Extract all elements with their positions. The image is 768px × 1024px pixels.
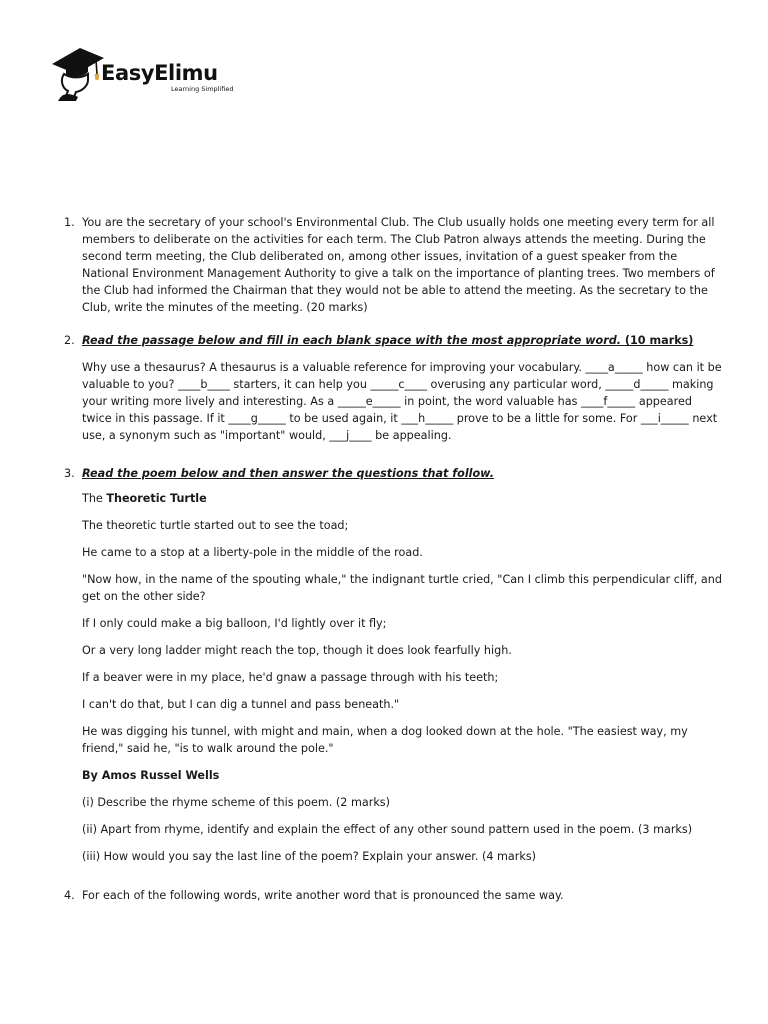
poem-line: I can't do that, but I can dig a tunnel and pass beneath." — [82, 698, 400, 711]
question-instruction: Read the poem below and then answer the questions that follow. — [82, 467, 495, 480]
cloze-passage: Why use a thesaurus? A thesaurus is a valuable reference for improving your vocabulary. ____a_____ how can it be valuable to you? ____b____ starters, it can help you _____c____ overusing any particular word, _____d_____ making your writing more lively and interesting. As a _____e_____ in point, the word valuable has ____f_____ appeared twice in this passage. If it ____g_____ to be used again, it ___h_____ prove to be a little for some. For ___i_____ next use, a synonym such as "important" would, ___j____ be appealing. — [82, 361, 722, 442]
question-2 — [60, 332, 725, 444]
poem-author — [82, 767, 725, 784]
sub-question: (i) Describe the rhyme scheme of this poem. (2 marks) — [82, 796, 390, 809]
question-instruction — [82, 332, 725, 349]
poem-line: Or a very long ladder might reach the top, though it does look fearfully high. — [82, 644, 512, 657]
instruction-marks: (10 marks) — [621, 334, 694, 347]
poem-line: "Now how, in the name of the spouting whale," the indignant turtle cried, "Can I climb this perpendicular cliff, and get on the other side? — [82, 573, 722, 603]
question-text: You are the secretary of your school's Environmental Club. The Club usually holds one meeting every term for all members to deliberate on the activities for each term. The Club Patron always attends the meeting. During the second term meeting, the Club deliberated on, among other issues, invitation of a guest speaker from the National Environment Management Authority to give a talk on the importance of planting trees. Two members of the Club had informed the Chairman that they would not be able to attend the meeting. As the secretary to the Club, write the minutes of the meeting. (20 marks) — [82, 216, 715, 314]
question-number: 3. — [64, 467, 75, 480]
poem-line: He came to a stop at a liberty-pole in the middle of the road. — [82, 546, 423, 559]
poem-line: He was digging his tunnel, with might and main, when a dog looked down at the hole. "The easiest way, my friend," said he, "is to walk around the pole." — [82, 725, 688, 755]
question-4 — [60, 887, 725, 904]
graduation-cap-icon — [50, 44, 106, 102]
question-number: 1. — [64, 216, 75, 229]
poem-title-prefix: The — [82, 492, 107, 505]
poem-line: If a beaver were in my place, he'd gnaw a passage through with his teeth; — [82, 671, 499, 684]
question-text: For each of the following words, write another word that is pronounced the same way. — [82, 889, 564, 902]
brand-name: EasyElimu — [101, 61, 218, 85]
brand-logo — [50, 44, 250, 102]
poem-line: The theoretic turtle started out to see the toad; — [82, 519, 349, 532]
question-number: 2. — [64, 334, 75, 347]
question-1 — [60, 214, 725, 316]
question-list — [60, 214, 725, 904]
poem-line: If I only could make a big balloon, I'd lightly over it fly; — [82, 617, 387, 630]
sub-question: (iii) How would you say the last line of the poem? Explain your answer. (4 marks) — [82, 850, 537, 863]
sub-question: (ii) Apart from rhyme, identify and explain the effect of any other sound pattern used in the poem. (3 marks) — [82, 823, 693, 836]
brand-tagline: Learning Simplified — [171, 85, 234, 93]
question-number: 4. — [64, 889, 75, 902]
poem-title — [82, 490, 725, 507]
author-name: By Amos Russel Wells — [82, 769, 220, 782]
instruction-text: Read the passage below and fill in each blank space with the most appropriate word. — [82, 334, 622, 347]
question-3 — [60, 465, 725, 865]
poem-title-name: Theoretic Turtle — [106, 492, 207, 505]
